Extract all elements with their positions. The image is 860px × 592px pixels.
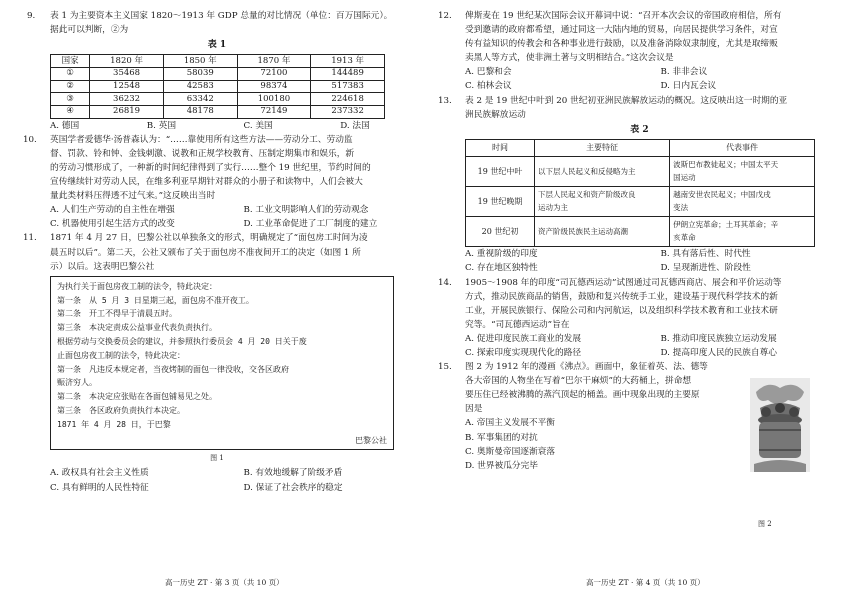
page-footer-right: 高一历史 ZT · 第 4 页（共 10 页） xyxy=(586,578,705,587)
option-b[interactable]: B. 英国 xyxy=(146,120,177,131)
option-a[interactable]: A. 政权具有社会主义性质 xyxy=(50,468,149,479)
question-11: 11. 1871 年 4 月 27 日，巴黎公社以单独条文的形式，明确规定了“面包房工时间为凌 晨五时以后”。第二天，公社又颁布了关于面包房不准夜间开工的决定（如图 1 所 示）以后。这表明巴黎公社 xyxy=(23,233,368,272)
option-d[interactable]: D. 法国 xyxy=(340,120,370,131)
table-row: ④ 26819 48178 72149 237332 xyxy=(51,106,385,119)
table-row: 19 世纪晚期 下层人民起义和资产阶级改良 运动为主 越南安世农民起义；中国戊戌 变法 xyxy=(466,187,815,217)
right-page xyxy=(438,9,856,473)
option-a[interactable]: A. 重视阶级的印度 xyxy=(465,249,538,260)
figure-1-caption: 图 1 xyxy=(210,454,224,463)
option-b[interactable]: B. 非非会议 xyxy=(660,67,708,78)
table-row: ② 12548 42583 98374 517383 xyxy=(51,80,385,93)
option-b[interactable]: B. 有效地缓解了阶级矛盾 xyxy=(243,468,343,479)
table-header-row: 时间 主要特征 代表事件 xyxy=(466,139,815,157)
option-a[interactable]: A. 巴黎和会 xyxy=(465,67,512,78)
option-c[interactable]: C. 探索印度实现现代化的路径 xyxy=(465,348,582,358)
boiling-point-cartoon xyxy=(750,378,810,472)
option-d[interactable]: D. 日内瓦会议 xyxy=(660,81,717,92)
page-footer-left: 高一历史 ZT · 第 3 页（共 10 页） xyxy=(165,578,284,587)
table-row: 19 世纪中叶 以下层人民起义和反侵略为主 波斯巴布教徒起义；中国太平天 国运动 xyxy=(466,157,815,187)
option-b[interactable]: B. 推动印度民族独立运动发展 xyxy=(660,333,777,344)
question-13: 13. 表 2 是 19 世纪中叶到 20 世纪初亚洲民族解放运动的概况。这反映出这一时期的亚 洲民族解放运动 xyxy=(438,95,788,120)
option-b[interactable]: B. 具有落后性、时代性 xyxy=(660,249,751,260)
decree-figure: 为执行关于面包房夜工制的法令，特此决定： 第一条 从 5 月 3 日星期三起，面包房不准开夜工。 第二条 开工不得早于清晨五时。 第三条 本决定责成公益事业代表负责执行。 根据劳动与交换委员会的建议，并参照执行委员会 4 月 20 日关于废 止面包房夜工制的法令，特此决定： 第一条 凡违反本规定者，当夜烤制的面包一律没收，交各区政府 赈济穷人。 第二条 本决定应张贴在各面包铺易见之处。 第三条 各区政府负责执行本决定。 1871 年 4 月 28 日，于巴黎 巴黎公社 xyxy=(50,276,394,451)
option-d[interactable]: D. 提高印度人民的民族自尊心 xyxy=(660,348,777,358)
table-row: ① 35468 58039 72100 144489 xyxy=(51,67,385,80)
table-2 xyxy=(465,139,815,248)
option-a[interactable]: A. 促进印度民族工商业的发展 xyxy=(465,333,582,344)
question-9-options xyxy=(37,119,437,133)
question-13-options xyxy=(452,247,856,275)
table-1 xyxy=(50,54,385,118)
option-c[interactable]: C. 美国 xyxy=(243,120,273,131)
table-header-row: 国家 1820 年 1850 年 1870 年 1913 年 xyxy=(51,55,385,68)
question-12: 12. 俾斯麦在 19 世纪某次国际会议开幕词中说：“召开本次会议的帝国政府相信，所有 受到邀请的政府都希望，通过同这一大陆内地的贸易，向居民提供学习条件，对宣 传有益知识的传教会和各种事业进行鼓励，以及准备消除奴隶制度，尤其是取缔贩 卖黑人等方式，使非洲土著与文明相结合。”这次会议是 A. 巴黎和会 B. 非非会议 C. 柏林会议 D. 日内瓦会议 xyxy=(452,9,856,94)
question-9: 9. 表 1 为主要资本主义国家 1820～1913 年 GDP 总量的对比情况（单位：百万国际元）。 据此可以判断，②为 xyxy=(27,11,393,36)
question-10: 10. 英国学者爱德华·汤普森认为：“……靠使用所有这些方法——劳动分工、劳动监 督、罚款、铃和钟、金钱刺激、说教和正规学校教育、压制定期集市和娱乐，新 的劳动习惯形成了，一种新的时间纪律得到了实行……整个 19 世纪里，节约时间的 宣传继续针对劳动人民，在维多利亚早期针对群众的小册子和读物中，人们会被大 量此类材料压得透不过气来。”这反映出当时 A. 人们生产劳动的自主性在增强 B. 工业文明影响人们的劳动观念 C. 机器使用引起生活方式的改变 D. 工业革命促进了工厂制度的建立 xyxy=(37,133,437,232)
table-row: 20 世纪初 资产阶级民族民主运动高潮 伊朗立宪革命；土耳其革命；辛 亥革命 xyxy=(466,217,815,247)
option-c[interactable]: C. 具有鲜明的人民性特征 xyxy=(50,482,149,493)
option-a[interactable]: A. 帝国主义发展不平衡 xyxy=(465,418,555,429)
table-2-title: 表 2 xyxy=(630,124,649,135)
option-d[interactable]: D. 保证了社会秩序的稳定 xyxy=(243,482,343,493)
decree-signature: 巴黎公社 xyxy=(355,435,387,445)
question-14: 14. 1905～1908 年的印度“司瓦德西运动”试图通过司瓦德西商店、展会和平价运动等 方式，推动民族商品的销售，鼓励和复兴传统手工业，建设基于现代科学技术的新 工业，开展民族银行、保险公司和内河航运，以及组织科学技术教育和工业技术研 究等。“司瓦德西运动”旨在 A. 促进印度民族工商业的发展 B. 推动印度民族独立运动发展 C. 探索印度实现现代化的路径 D. 提高印度人民的民族自尊心 xyxy=(452,276,856,361)
option-b[interactable]: B. 工业文明影响人们的劳动观念 xyxy=(243,205,369,216)
table-row: ③ 36232 63342 100180 224618 xyxy=(51,93,385,106)
option-c[interactable]: C. 机器使用引起生活方式的改变 xyxy=(50,219,175,230)
option-a[interactable]: A. 德国 xyxy=(50,120,80,131)
table-1-title: 表 1 xyxy=(207,40,227,51)
option-c[interactable]: C. 奥斯曼帝国逐渐衰落 xyxy=(465,446,556,457)
question-15: 15. 图 2 为 1912 年的漫画《沸点》。画面中，象征着英、法、德等 各大帝国的人物坐在写着“巴尔干麻烦”的大药桶上，拼命想 要压住已经被沸腾的蒸汽顶起的桶盖。画中现象出现的主要原 因是 A. 帝国主义发展不平衡 B. 军事集团的对抗 C. 奥斯曼帝国逐渐衰落 D. 世界被瓜分完毕 xyxy=(452,360,856,473)
option-c[interactable]: C. 柏林会议 xyxy=(465,81,512,92)
option-b[interactable]: B. 军事集团的对抗 xyxy=(465,432,538,443)
option-c[interactable]: C. 存在地区独特性 xyxy=(465,263,538,274)
option-d[interactable]: D. 呈现渐进性、阶段性 xyxy=(660,263,751,274)
figure-2-caption: 图 2 xyxy=(758,520,772,528)
option-a[interactable]: A. 人们生产劳动的自主性在增强 xyxy=(50,205,175,216)
option-d[interactable]: D. 世界被瓜分完毕 xyxy=(465,460,538,471)
option-d[interactable]: D. 工业革命促进了工厂制度的建立 xyxy=(243,219,378,230)
question-11-options xyxy=(37,466,437,494)
left-page xyxy=(23,9,437,495)
